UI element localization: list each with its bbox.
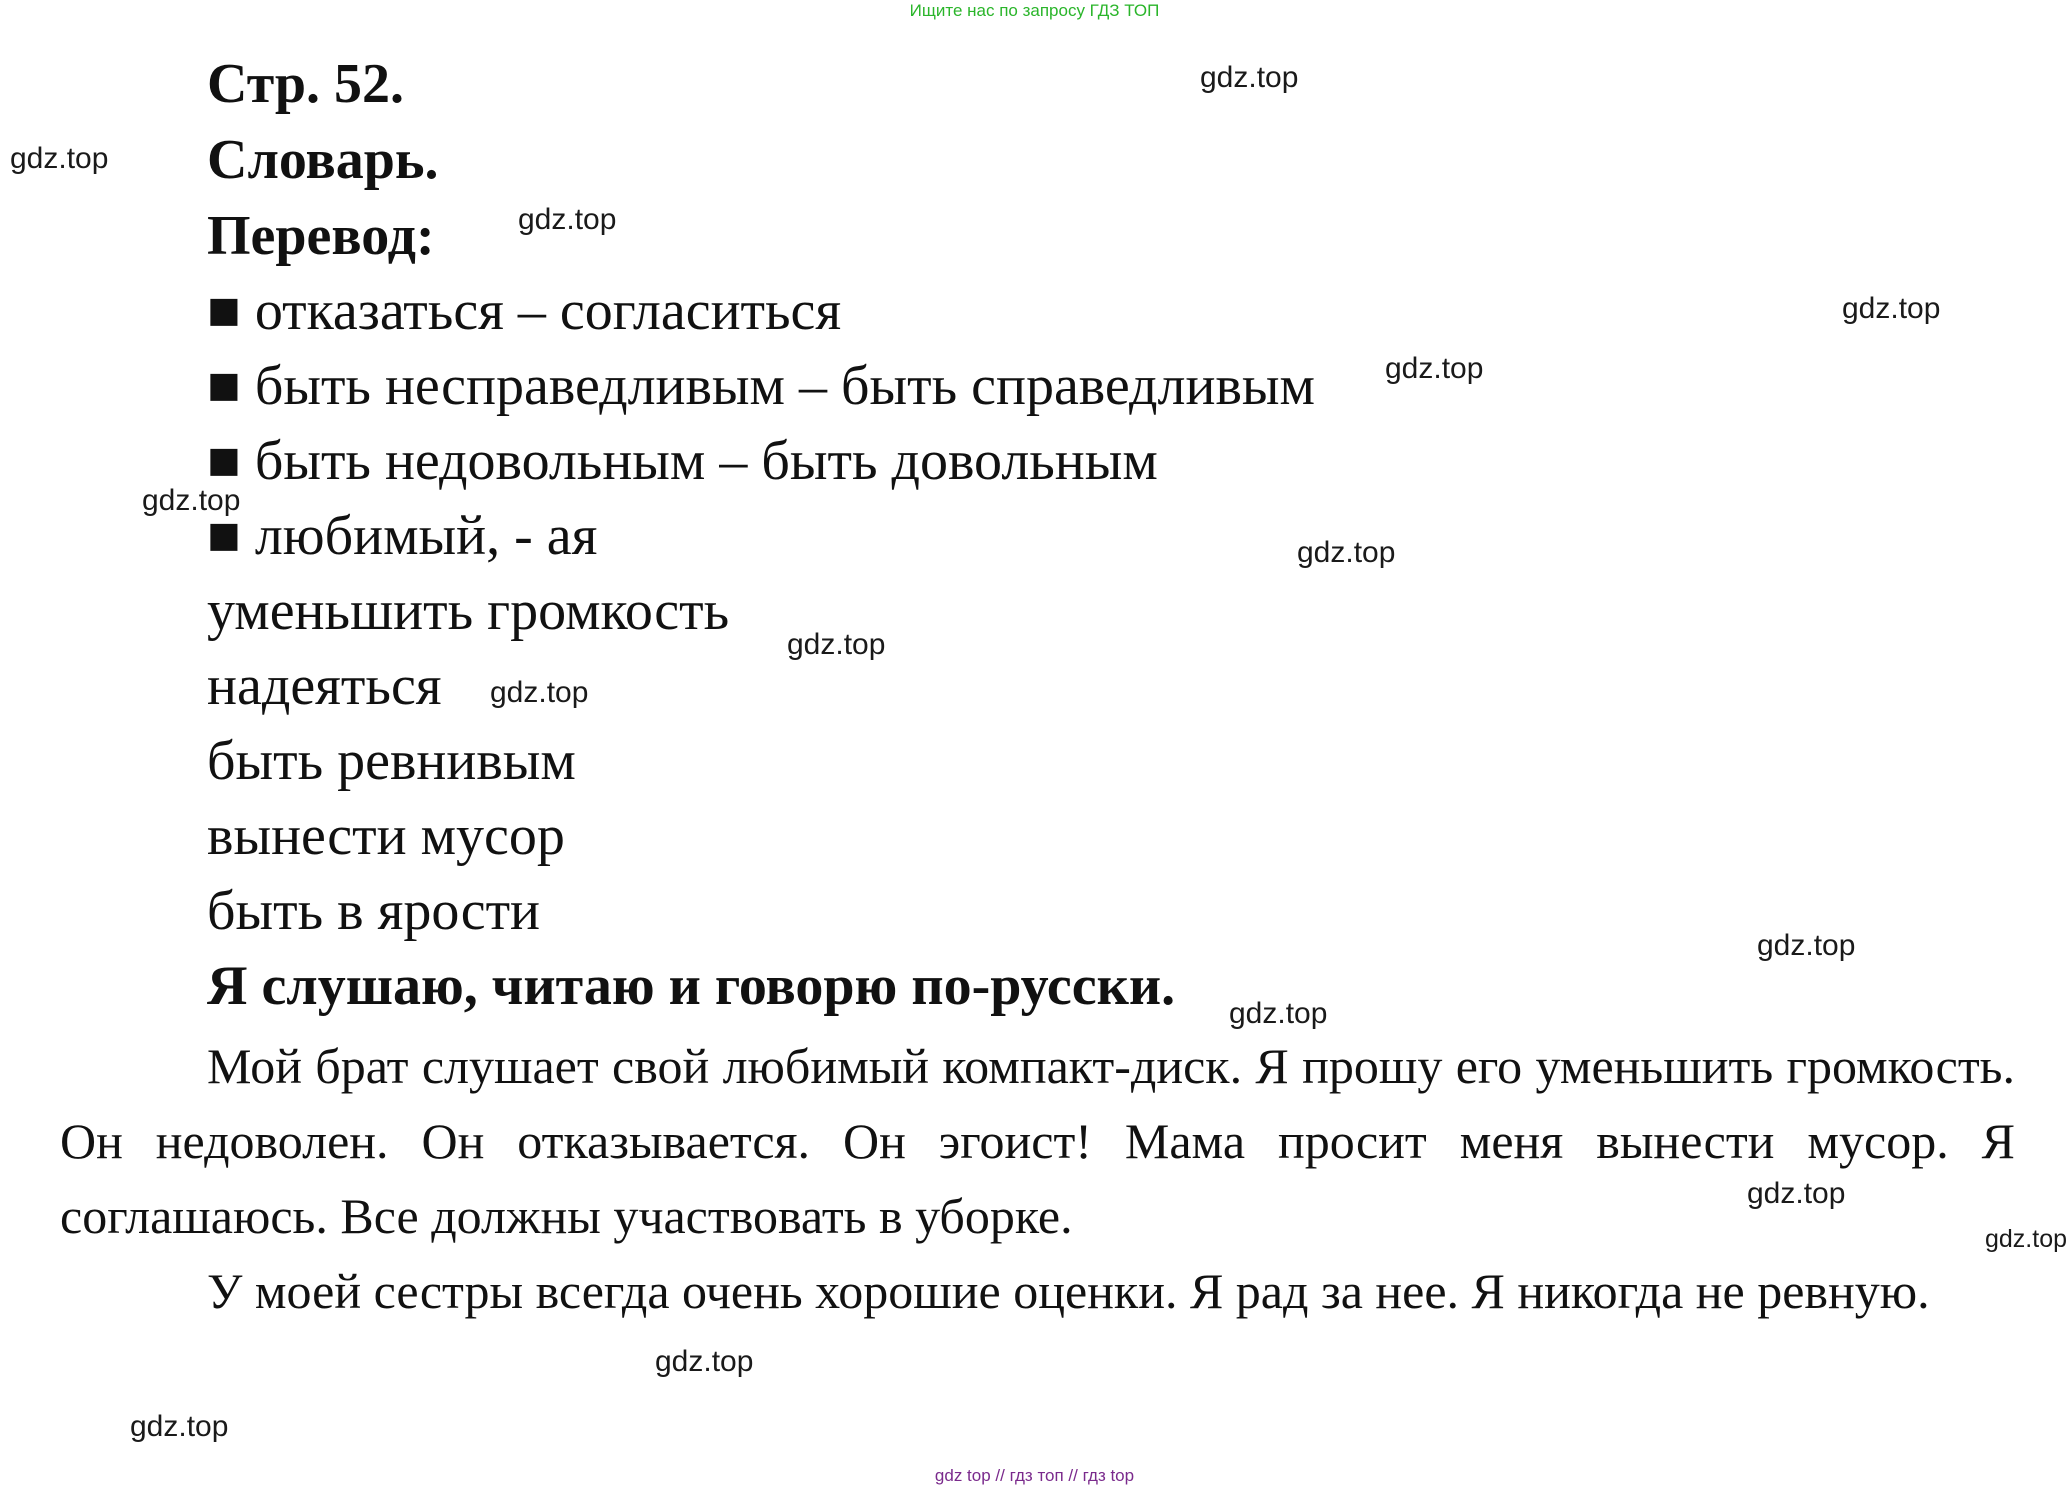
bullet-square-icon: ■ <box>207 355 241 417</box>
watermark: gdz.top <box>10 142 109 175</box>
vocab-item: быть в ярости <box>207 880 541 942</box>
watermark: gdz.top <box>787 628 886 661</box>
bullet-square-icon: ■ <box>207 280 241 342</box>
watermark: gdz.top <box>142 484 241 517</box>
section-translation-heading: Перевод: <box>207 205 435 267</box>
watermark: gdz.top <box>1757 929 1856 962</box>
section-reading-heading: Я слушаю, читаю и говорю по-русски. <box>207 955 1176 1017</box>
bullet-item-text: любимый, - ая <box>254 505 598 567</box>
bullet-item <box>207 504 597 568</box>
vocab-item: надеяться <box>207 655 442 717</box>
watermark: gdz.top <box>1200 61 1299 94</box>
footer-banner[interactable]: gdz top // гдз топ // гдз top <box>934 1466 1135 1485</box>
header-banner[interactable]: Ищите нас по запросу ГДЗ ТОП <box>909 1 1160 20</box>
watermark: gdz.top <box>1842 292 1941 325</box>
bullet-item <box>207 354 1315 418</box>
reading-paragraph: У моей сестры всегда очень хорошие оценки. Я рад за нее. Я никогда не ревную. <box>207 1263 1930 1319</box>
page-label: Стр. 52. <box>207 53 405 115</box>
watermark: gdz.top <box>130 1410 229 1443</box>
watermark: gdz.top <box>1985 1225 2068 1253</box>
reading-paragraph: Мой брат слушает свой любимый компакт-диск. Я прошу его уменьшить громкость. Он недоволен. Он отказывается. Он эгоист! Мама просит меня вынести мусор. Я соглашаюсь. Все должны участвовать в уборке. <box>60 1038 2015 1244</box>
bullet-square-icon: ■ <box>207 430 241 492</box>
watermark: gdz.top <box>1297 536 1396 569</box>
watermark: gdz.top <box>655 1345 754 1378</box>
section-dictionary-heading: Словарь. <box>207 129 439 191</box>
watermark: gdz.top <box>518 203 617 236</box>
bullet-square-icon: ■ <box>207 505 241 567</box>
bullet-item-text: быть несправедливым – быть справедливым <box>254 355 1315 417</box>
vocab-item: вынести мусор <box>207 805 565 867</box>
vocab-item: уменьшить громкость <box>207 580 730 642</box>
bullet-item-text: быть недовольным – быть довольным <box>254 430 1158 492</box>
bullet-item <box>207 279 841 343</box>
watermark: gdz.top <box>1229 997 1328 1030</box>
watermark: gdz.top <box>1385 352 1484 385</box>
bullet-item-text: отказаться – согласиться <box>254 280 842 342</box>
vocab-item: быть ревнивым <box>207 730 576 792</box>
watermark: gdz.top <box>490 676 589 709</box>
watermark: gdz.top <box>1747 1177 1846 1210</box>
bullet-item <box>207 429 1158 493</box>
